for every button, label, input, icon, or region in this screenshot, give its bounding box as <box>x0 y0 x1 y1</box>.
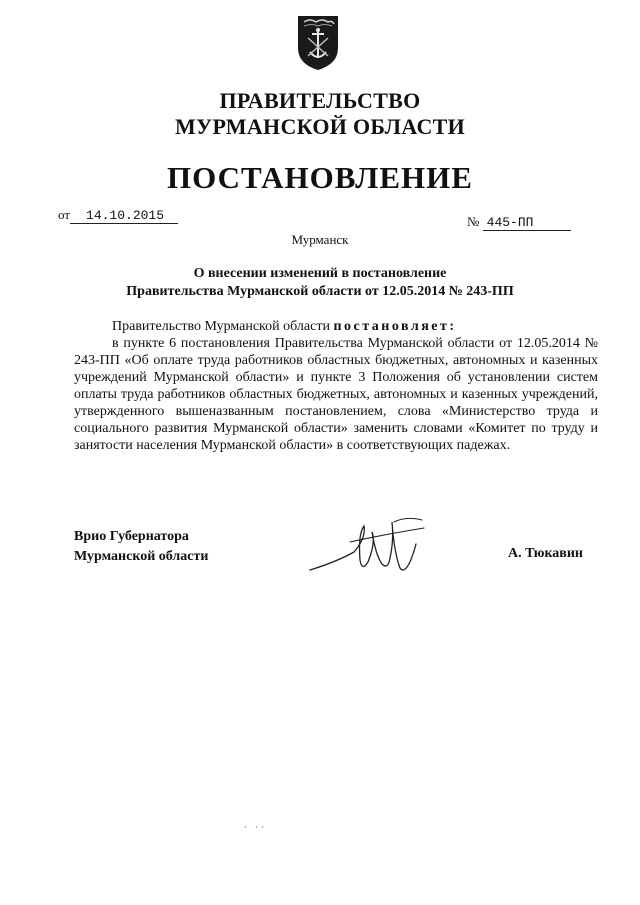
signer-position-line2: Мурманской области <box>74 549 209 564</box>
document-number <box>467 214 571 231</box>
number-prefix: № <box>467 214 480 229</box>
signer-position-line1: Врио Губернатора <box>74 529 189 544</box>
city-name: Мурманск <box>291 232 349 247</box>
government-name-line2: МУРМАНСКОЙ ОБЛАСТИ <box>174 114 466 139</box>
preamble-verb: постановляет: <box>333 319 457 334</box>
government-name-line1: ПРАВИТЕЛЬСТВО <box>219 88 421 113</box>
document-body <box>74 318 598 454</box>
number-value: 445-ПП <box>483 215 571 231</box>
date-prefix: от <box>58 207 71 222</box>
signer-name: А. Тюкавин <box>508 546 583 561</box>
document-date <box>58 207 178 224</box>
subject-line2: Правительства Мурманской области от 12.05.2014 № 243-ПП <box>126 284 514 299</box>
signer-position <box>74 527 208 567</box>
subject-line1: О внесении изменений в постановление <box>193 266 447 281</box>
handwritten-signature <box>306 512 426 578</box>
scan-speck: · ·· <box>244 822 268 832</box>
document-type-title: ПОСТАНОВЛЕНИЕ <box>167 160 473 195</box>
coat-of-arms-icon <box>294 12 342 72</box>
body-paragraph: в пункте 6 постановления Правительства Мурманской области от 12.05.2014 № 243-ПП «Об оплате труда работников областных бюджетных, автономных и казенных учреждений Мурманской области» и пункте 3 Положения об установлении систем оплаты труда работников областных бюджетных, автономных и казенных учреждений, утвержденного вышеназванным постановлением, слова «Министерство труда и социального развития Мурманской области» заменить словами «Комитет по труду и занятости населения Мурманской области» в соответствующих падежах. <box>74 336 598 453</box>
preamble-subject: Правительство Мурманской области <box>112 319 330 334</box>
date-value: 14.10.2015 <box>70 208 178 224</box>
preamble <box>74 318 598 335</box>
